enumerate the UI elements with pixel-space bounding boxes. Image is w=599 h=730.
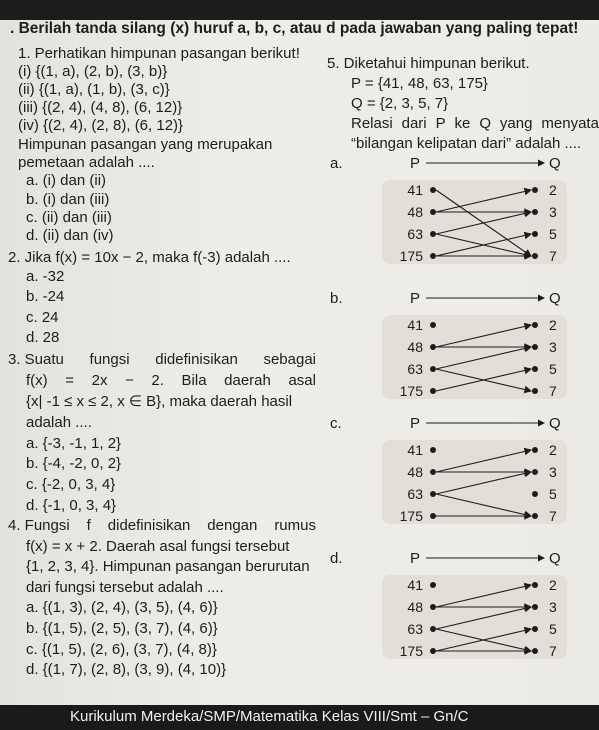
q4-option-d[interactable]: d. {(1, 7), (2, 8), (3, 9), (4, 10)} bbox=[26, 661, 227, 678]
diagram-p-label: P bbox=[410, 550, 421, 567]
diagram-p-label: P bbox=[410, 415, 421, 432]
q1-question-line2: pemetaan adalah .... bbox=[18, 154, 155, 171]
p-node-dot bbox=[430, 253, 436, 259]
diagram-letter: c. bbox=[330, 415, 342, 432]
q-node-label: 5 bbox=[549, 621, 557, 637]
p-node-label: 63 bbox=[407, 361, 423, 377]
p-node-dot bbox=[430, 187, 436, 193]
p-node-label: 48 bbox=[407, 599, 423, 615]
q-node-dot bbox=[532, 366, 538, 372]
q2-option-c[interactable]: c. 24 bbox=[26, 309, 59, 326]
p-node-dot bbox=[430, 209, 436, 215]
footer-text: Kurikulum Merdeka/SMP/Matematika Kelas VIII/Smt – Gn/C bbox=[70, 708, 469, 725]
q3-line4: adalah .... bbox=[26, 414, 92, 431]
p-node-label: 41 bbox=[407, 577, 423, 593]
q-node-label: 7 bbox=[549, 383, 557, 399]
diagram-option-c[interactable] bbox=[330, 410, 590, 525]
q3-option-d[interactable]: d. {-1, 0, 3, 4} bbox=[26, 497, 117, 514]
p-node-label: 48 bbox=[407, 464, 423, 480]
q1-stem: 1. Perhatikan himpunan pasangan berikut! bbox=[18, 45, 300, 62]
q-node-dot bbox=[532, 344, 538, 350]
diagram-option-a[interactable] bbox=[330, 150, 590, 265]
q-node-dot bbox=[532, 513, 538, 519]
q5-set-q: Q = {2, 3, 5, 7} bbox=[351, 95, 449, 112]
q4-line1: 4. Fungsi f didefinisikan dengan rumus bbox=[8, 517, 316, 534]
q-node-label: 5 bbox=[549, 226, 557, 242]
p-node-dot bbox=[430, 513, 436, 519]
q-node-dot bbox=[532, 187, 538, 193]
p-node-dot bbox=[430, 648, 436, 654]
footer-band bbox=[0, 705, 599, 730]
arrow-diagram-svg bbox=[330, 150, 590, 265]
q-node-label: 3 bbox=[549, 339, 557, 355]
q1-item-3: (iii) {(2, 4), (4, 8), (6, 12)} bbox=[18, 99, 183, 116]
q4-option-b[interactable]: b. {(1, 5), (2, 5), (3, 7), (4, 6)} bbox=[26, 620, 218, 637]
diagram-p-label: P bbox=[410, 155, 421, 172]
arrow-diagram-svg bbox=[330, 545, 590, 660]
p-node-label: 41 bbox=[407, 317, 423, 333]
q5-desc-line1: Relasi dari P ke Q yang menyata bbox=[351, 115, 599, 132]
diagram-option-d[interactable] bbox=[330, 545, 590, 660]
q3-line2: f(x) = 2x − 2. Bila daerah asal bbox=[26, 372, 316, 389]
q-node-dot bbox=[532, 322, 538, 328]
q-node-label: 7 bbox=[549, 643, 557, 659]
diagram-q-label: Q bbox=[549, 415, 561, 432]
q-node-dot bbox=[532, 209, 538, 215]
q1-question-line1: Himpunan pasangan yang merupakan bbox=[18, 136, 273, 153]
q-node-dot bbox=[532, 491, 538, 497]
p-node-label: 175 bbox=[399, 248, 423, 264]
p-node-label: 41 bbox=[407, 182, 423, 198]
q-node-label: 3 bbox=[549, 464, 557, 480]
q3-line3: {x| -1 ≤ x ≤ 2, x ∈ B}, maka daerah hasil bbox=[26, 393, 293, 410]
p-node-dot bbox=[430, 626, 436, 632]
diagram-q-label: Q bbox=[549, 290, 561, 307]
q-node-dot bbox=[532, 469, 538, 475]
diagram-letter: b. bbox=[330, 290, 343, 307]
diagram-q-label: Q bbox=[549, 550, 561, 567]
q4-line2: f(x) = x + 2. Daerah asal fungsi tersebut bbox=[26, 538, 290, 555]
q1-item-4: (iv) {(2, 4), (2, 8), (6, 12)} bbox=[18, 117, 184, 134]
q-node-dot bbox=[532, 648, 538, 654]
q2-stem: 2. Jika f(x) = 10x − 2, maka f(-3) adalah .... bbox=[8, 249, 291, 266]
p-node-label: 41 bbox=[407, 442, 423, 458]
p-node-label: 48 bbox=[407, 204, 423, 220]
diagram-q-label: Q bbox=[549, 155, 561, 172]
q1-item-2: (ii) {(1, a), (1, b), (3, c)} bbox=[18, 81, 170, 98]
q5-set-p: P = {41, 48, 63, 175} bbox=[351, 75, 488, 92]
diagram-p-label: P bbox=[410, 290, 421, 307]
p-node-dot bbox=[430, 366, 436, 372]
p-node-label: 175 bbox=[399, 383, 423, 399]
q-node-dot bbox=[532, 253, 538, 259]
q4-line4: dari fungsi tersebut adalah .... bbox=[26, 579, 224, 596]
q-node-dot bbox=[532, 604, 538, 610]
q4-option-c[interactable]: c. {(1, 5), (2, 6), (3, 7), (4, 8)} bbox=[26, 641, 217, 658]
q-node-label: 2 bbox=[549, 182, 557, 198]
diagram-letter: a. bbox=[330, 155, 343, 172]
q3-option-a[interactable]: a. {-3, -1, 1, 2} bbox=[26, 435, 122, 452]
q-node-label: 7 bbox=[549, 508, 557, 524]
p-node-dot bbox=[430, 322, 436, 328]
p-node-label: 175 bbox=[399, 508, 423, 524]
q1-option-a[interactable]: a. (i) dan (ii) bbox=[26, 172, 107, 189]
arrow-diagram-svg bbox=[330, 285, 590, 400]
q-node-label: 7 bbox=[549, 248, 557, 264]
q5-stem: 5. Diketahui himpunan berikut. bbox=[327, 55, 530, 72]
arrow-diagram-svg bbox=[330, 410, 590, 525]
q-node-label: 2 bbox=[549, 317, 557, 333]
q1-option-d[interactable]: d. (ii) dan (iv) bbox=[26, 227, 114, 244]
p-node-dot bbox=[430, 469, 436, 475]
p-node-label: 63 bbox=[407, 486, 423, 502]
q1-option-b[interactable]: b. (i) dan (iii) bbox=[26, 191, 110, 208]
p-node-label: 175 bbox=[399, 643, 423, 659]
q3-option-b[interactable]: b. {-4, -2, 0, 2} bbox=[26, 455, 122, 472]
p-node-label: 63 bbox=[407, 226, 423, 242]
q-node-label: 3 bbox=[549, 599, 557, 615]
q2-option-a[interactable]: a. -32 bbox=[26, 268, 65, 285]
q-node-dot bbox=[532, 231, 538, 237]
diagram-letter: d. bbox=[330, 550, 343, 567]
top-band bbox=[0, 0, 599, 20]
p-node-dot bbox=[430, 344, 436, 350]
q4-line3: {1, 2, 3, 4}. Himpunan pasangan berurutan bbox=[26, 558, 310, 575]
p-node-label: 48 bbox=[407, 339, 423, 355]
p-node-dot bbox=[430, 582, 436, 588]
p-node-dot bbox=[430, 604, 436, 610]
q-node-dot bbox=[532, 388, 538, 394]
p-node-dot bbox=[430, 491, 436, 497]
p-node-label: 63 bbox=[407, 621, 423, 637]
p-node-dot bbox=[430, 231, 436, 237]
q-node-label: 2 bbox=[549, 442, 557, 458]
q-node-dot bbox=[532, 447, 538, 453]
p-node-dot bbox=[430, 447, 436, 453]
q-node-label: 5 bbox=[549, 361, 557, 377]
q5-desc-line2: “bilangan kelipatan dari” adalah .... bbox=[351, 135, 582, 152]
q-node-label: 3 bbox=[549, 204, 557, 220]
q4-option-a[interactable]: a. {(1, 3), (2, 4), (3, 5), (4, 6)} bbox=[26, 599, 218, 616]
diagram-option-b[interactable] bbox=[330, 285, 590, 400]
q1-option-c[interactable]: c. (ii) dan (iii) bbox=[26, 209, 112, 226]
q-node-dot bbox=[532, 626, 538, 632]
q3-line1: 3. Suatu fungsi didefinisikan sebagai bbox=[8, 351, 316, 368]
p-node-dot bbox=[430, 388, 436, 394]
q2-option-d[interactable]: d. 28 bbox=[26, 329, 60, 346]
q2-option-b[interactable]: b. -24 bbox=[26, 288, 65, 305]
q-node-label: 2 bbox=[549, 577, 557, 593]
instruction: . Berilah tanda silang (x) huruf a, b, c, atau d pada jawaban yang paling tepat! bbox=[10, 20, 579, 37]
q1-item-1: (i) {(1, a), (2, b), (3, b)} bbox=[18, 63, 168, 80]
q-node-label: 5 bbox=[549, 486, 557, 502]
q-node-dot bbox=[532, 582, 538, 588]
q3-option-c[interactable]: c. {-2, 0, 3, 4} bbox=[26, 476, 116, 493]
